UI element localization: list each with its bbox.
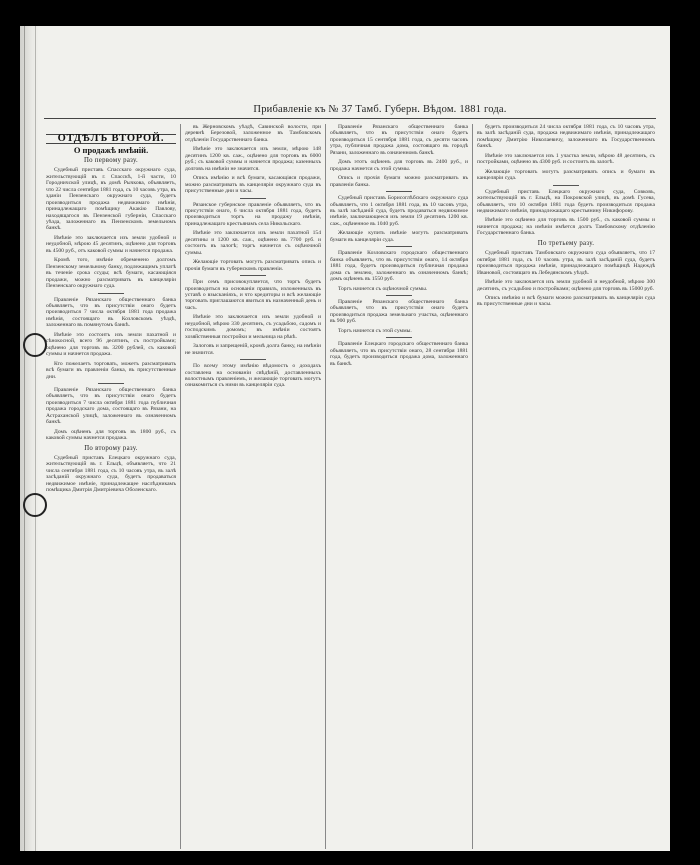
sub-heading: По второму разу. — [84, 444, 138, 452]
paragraph: Имѣніе это заключается изъ земли удобной и неудобной, мѣрою 330 десятинъ, съ усадьбою, садомъ и господскимъ домомъ; въ имѣніи состоятъ хозяйственныя постройки и мельница на рѣкѣ. — [185, 314, 321, 340]
column-1 — [46, 124, 176, 844]
paragraph: Торгъ начнется съ оцѣночной суммы. — [338, 285, 428, 292]
paragraph: Имѣніе это оцѣнено для торговъ въ 1500 руб., съ каковой суммы и начнется продажа; на имѣніи имѣется долгъ Тамбовскому отдѣленію Государственнаго банка. — [477, 217, 655, 237]
binding-hole — [23, 333, 47, 357]
paragraph: Желающіе купить имѣніе могутъ разсматривать бумаги въ канцеляріи суда. — [330, 230, 468, 243]
binding-hole — [23, 493, 47, 517]
sub-title: О продажѣ имѣній. — [73, 145, 149, 156]
paragraph: Судебный приставъ Спасскаго окружнаго суда, жительствующій въ г. Спасскѣ, 1-й части, 10 Городничской улицѣ, въ домѣ Рычкова, объявляетъ, что 22 числа сентября 1881 года, съ 10 часовъ утра, въ зданіи Пензенскаго окружнаго суда, будетъ производиться продажа недвижимаго имѣнія, принадлежащаго помѣщику Акакію Павлову, находящагося въ Пензенской губерніи, Спасскаго уѣзда, заложеннаго въ Пензенскомъ земельномъ банкѣ. — [46, 167, 176, 232]
paragraph: Имѣніе это состоитъ изъ земли пахатной и сѣнокосной, всего 96 десятинъ, съ постройками; оцѣнено для торговъ въ 3200 рублей, съ каковой суммы и начнется продажа. — [46, 331, 176, 358]
section-title: ОТДѢЛЪ ВТОРОЙ. — [46, 134, 176, 144]
sub-heading: По первому разу. — [83, 156, 139, 164]
paragraph: При семъ присовокупляется, что торгъ будетъ производиться на основаніи правилъ, изложенныхъ въ уставѣ о взысканіяхъ, и что кредиторы и всѣ желающіе торговать приглашаются явиться въ назначенный день и часъ. — [185, 279, 321, 311]
paragraph: Правленіе Рязанскаго общественнаго банка объявляетъ, что въ присутствіи онаго будетъ производиться продажа земельнаго участка, оцѣненнаго въ 900 руб. — [330, 298, 468, 325]
paragraph: Судебный приставъ Елецкаго окружнаго суда, жительствующій въ г. Ельцѣ, объявляетъ, что 21 числа сентября 1881 года, съ 10 часовъ утра, въ залѣ засѣданій окружнаго суда, будетъ продаваться недвижимое имѣніе, принадлежащее наслѣдникамъ помѣщика Дмитрія Дмитріевича Оболенскаго. — [46, 455, 176, 494]
paragraph: Имѣніе это заключается изъ земли пахатной 154 десятины и 1200 кв. саж., оцѣнено въ 7700 руб. и состоитъ въ залогѣ; торгъ начнется съ оцѣночной суммы. — [185, 230, 321, 256]
page-header: Прибавленіе къ № 37 Тамб. Губерн. Вѣдом. 1881 года. — [253, 104, 507, 115]
paragraph: Опись имѣнію и всѣ бумаги, касающіяся продажи, можно разсматривать въ канцеляріи окружнаго суда въ присутственные дни и часы. — [185, 175, 321, 195]
paragraph: Правленіе Елецкаго городскаго общественнаго банка объявляетъ, что въ присутствіи онаго, 28 сентября 1881 года, будетъ производиться продажа дома, заложеннаго въ банкѣ. — [330, 341, 468, 367]
separator — [386, 295, 412, 296]
paragraph: Имѣніе это заключается изъ земли удобной и неудобной, мѣрою 45 десятинъ, оцѣнено для торговъ въ 4500 руб., отъ каковой суммы и начнется продажа. — [46, 234, 176, 254]
column-rule — [180, 124, 181, 849]
newspaper-page — [20, 26, 670, 851]
separator — [240, 359, 266, 360]
paragraph: Имѣніе это заключается изъ земли удобной и неудобной, мѣрою 300 десятинъ, съ усадьбою и постройками; оцѣнено для торговъ въ 15000 руб. — [477, 279, 655, 292]
paragraph: въ Жерновскомъ уѣздѣ, Савинской волости, при деревнѣ Березовой, заложенное въ Тамбовскомъ отдѣленіи Государственнаго банка. — [185, 124, 321, 143]
paragraph: По всему этому имѣнію вѣдомость о доходахъ составлена на основаніи свѣдѣній, доставленныхъ волостнымъ правленіемъ, и желающіе торговать могутъ ознакомиться съ ними въ канцеляріи суда. — [185, 363, 321, 389]
column-rule — [472, 124, 473, 849]
column-4 — [477, 124, 655, 844]
separator — [386, 191, 412, 192]
column-3 — [330, 124, 468, 844]
sub-heading: По третьему разу. — [537, 239, 595, 247]
paragraph: Кромѣ того, имѣніе обременено долгомъ Пензенскому земельному банку, подлежащимъ уплатѣ въ теченіе срока ссуды; всѣ бумаги, касающіяся продажи, можно разсматривать въ канцеляріи Пензенскаго окружнаго суда. — [46, 257, 176, 290]
separator — [98, 293, 124, 294]
separator — [386, 337, 412, 338]
paragraph: Судебный приставъ Елецкаго окружнаго суда, Совковъ, жительствующій въ г. Ельцѣ, на Покровской улицѣ, въ домѣ Гусева, объявляетъ, что 10 октября 1881 года будетъ производиться продажа недвижимаго имѣнія, принадлежащаго крестьянину Никифорову. — [477, 188, 655, 214]
paragraph: Опись имѣнію и всѣ бумаги можно разсматривать въ канцеляріи суда въ присутственные дни и часы. — [477, 294, 655, 308]
paragraph: Имѣніе это заключается изъ земли, мѣрою 148 десятинъ 1200 кв. саж., оцѣнено для торговъ въ 6000 руб.; съ каковой суммы и начнется продажа; казенныхъ долговъ на имѣніи не значится. — [185, 146, 321, 172]
paragraph: Кто пожелаетъ торговать, можетъ разсматривать всѣ бумаги въ правленіи банка, въ присутственные дни. — [46, 360, 176, 380]
paragraph: Желающіе торговать могутъ разсматривать опись и прочія бумаги въ губернскомъ правленіи. — [185, 259, 321, 272]
paragraph: Залоговъ и запрещеній, кромѣ долга банку, на имѣніи не значится. — [185, 343, 321, 356]
paragraph: Правленіе Рязанскаго общественнаго банка объявляетъ, что въ присутствіи онаго будетъ производиться 7 числа октября 1881 года продажа имѣнія, состоящаго въ Козловскомъ уѣздѣ, заложеннаго въ помянутомъ банкѣ. — [46, 296, 176, 329]
paragraph: Правленіе Козловскаго городскаго общественнаго банка объявляетъ, что въ присутствіи онаго, 14 октября 1881 года, будетъ производиться публичная продажа дома съ землею, заложеннаго въ означенномъ банкѣ; домъ оцѣненъ въ 1550 руб. — [330, 250, 468, 283]
paragraph: Правленіе Рязанскаго общественнаго банка объявляетъ, что въ присутствіи онаго будетъ производиться 15 сентября 1881 года, съ десяти часовъ утра, публичная продажа дома, состоящаго въ городѣ Рязани, заложеннаго въ означенномъ банкѣ. — [330, 124, 468, 156]
paragraph: Рязанское губернское правленіе объявляетъ, что въ присутствіи онаго, 6 числа октября 1881 года, будетъ производиться торгъ на продажу имѣнія, принадлежащаго крестьянамъ села Никольскаго. — [185, 201, 321, 227]
header-rule — [44, 118, 656, 119]
paragraph: Опись и прочія бумаги можно разсматривать въ правленіи банка. — [330, 175, 468, 188]
separator — [98, 383, 124, 384]
sheet-edge — [24, 26, 36, 851]
paragraph: Правленіе Рязанскаго общественнаго банка объявляетъ, что въ присутствіи онаго будетъ производиться 7 числа октября 1881 года публичная продажа городскаго дома, состоящаго въ Рязани, на Астраханской улицѣ, заложеннаго въ означенномъ банкѣ. — [46, 386, 176, 426]
paragraph: Домъ этотъ оцѣненъ для торговъ въ 2400 руб., и продажа начнется съ этой суммы. — [330, 159, 468, 172]
paragraph: Имѣніе это заключается изъ 1 участка земли, мѣрою 48 десятинъ, съ постройками, оцѣнено въ 4300 руб. и состоитъ въ залогѣ. — [477, 152, 655, 166]
separator — [553, 185, 579, 186]
separator — [240, 275, 266, 276]
separator — [240, 198, 266, 199]
separator — [386, 246, 412, 247]
paragraph: Желающіе торговать могутъ разсматривать опись и бумаги въ канцеляріи суда. — [477, 168, 655, 182]
column-2 — [185, 124, 321, 844]
column-rule — [325, 124, 326, 849]
paragraph: Домъ оцѣненъ для торговъ въ 1800 руб., съ каковой суммы начнется продажа. — [46, 428, 176, 442]
paragraph: Судебный приставъ Борисоглѣбскаго окружнаго суда объявляетъ, что 1 октября 1881 года, въ 10 часовъ утра, въ залѣ засѣданій суда, будетъ продаваться недвижимое имѣніе, заключающееся изъ земли 19 десятинъ 1200 кв. саж., оцѣненное въ 1040 руб. — [330, 195, 468, 227]
paragraph: Судебный приставъ Тамбовскаго окружнаго суда объявляетъ, что 17 октября 1881 года, съ 10 часовъ утра, въ залѣ засѣданій суда, будетъ производиться продажа имѣнія, принадлежащаго помѣщицѣ Надеждѣ Ивановой, состоящаго въ Лебедянскомъ уѣздѣ. — [477, 250, 655, 276]
paragraph: будетъ производиться 24 числа октября 1881 года, съ 10 часовъ утра, въ залѣ засѣданій суда, продажа недвижимаго имѣнія, принадлежащаго помѣщику Дмитрію Николаевичу, заложеннаго въ Государственномъ банкѣ. — [477, 124, 655, 150]
paragraph: Торгъ начнется съ этой суммы. — [338, 327, 412, 334]
